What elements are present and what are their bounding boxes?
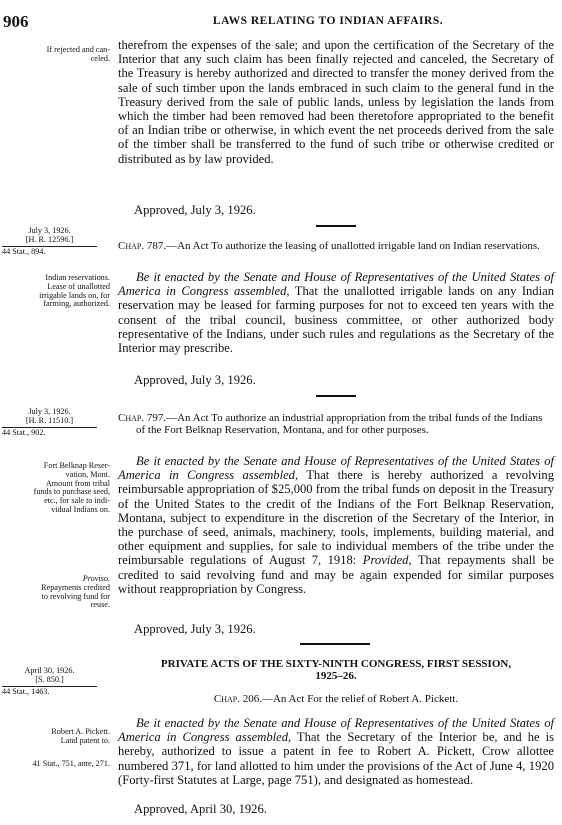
margin-note-line: 41 Stat., 751, ante, 271. [32, 759, 110, 768]
chapter-787-title [118, 240, 554, 252]
chapter-title: —An Act To authorize an industrial appropriation from the tribal funds of the Indians of the Fort Belknap Reservation, Montana, and for other purposes. [136, 412, 543, 437]
private-acts-heading [118, 658, 554, 683]
margin-note-line: vation, Mont. [65, 469, 110, 479]
paragraph: therefrom the expenses of the sale; and upon the certification of the Secretary of the Interior that any such claim has been finally rejected and canceled, the Secretary of the Treasury is hereby authorized and directed to transfer the money derived from the sale of such timber upon the lands embraced in such claim to the general fund in the Treasury derived from the sale of public lands, unless by legislation the lands from which the timber had been removed had been theretofore appropriated to the benefit of an Indian tribe or otherwise, in which event the net proceeds derived from the sale of the timber shall be transferred to the fund of such tribe or otherwise credited or distributed as by law provided. [118, 38, 554, 166]
approved-line: Approved, July 3, 1926. [134, 373, 256, 387]
section-divider [316, 225, 356, 227]
paragraph: That the Secretary of the Interior be, and he is hereby, authorized to issue a patent in fee to Robert A. Pickett, Crow allottee numbered 371, for land allotted to him under the provisions of the Act of June 4, 1920 (Forty-first Statutes at Large, page 751), and designated as homestead. [118, 730, 554, 787]
margin-note-line: celed. [90, 53, 110, 63]
margin-note-rejected [2, 46, 110, 64]
chapter-title: —An Act To authorize the leasing of unallotted irrigable land on Indian reservations. [166, 240, 540, 252]
divider [2, 246, 97, 247]
approved-line: Approved, July 3, 1926. [134, 622, 256, 636]
margin-note-line: Proviso. [82, 574, 110, 583]
bill-info-797 [2, 408, 97, 437]
running-title: LAWS RELATING TO INDIAN AFFAIRS. [212, 15, 444, 27]
margin-note-line: etc., for sale to indi- [44, 496, 110, 506]
margin-note-line: Amount from tribal [45, 478, 110, 488]
margin-note-line: Lease of unallotted [47, 281, 110, 291]
heading-line: 1925–26. [315, 670, 357, 683]
section-4-text [118, 716, 554, 787]
section-divider [316, 395, 356, 397]
page-header [0, 12, 562, 34]
chapter-label: Chap. 206. [213, 693, 262, 705]
margin-note-line: Land patent to. [60, 735, 110, 745]
enacting-clause: Be it enacted by the Senate and House of Representatives of the United States of America in Congress assembled, [118, 270, 554, 299]
paragraph: That repayments shall be credited to said revolving fund and may be again expended for similar purposes without reappropriation by Congress. [118, 553, 555, 596]
enacting-clause: Be it enacted by the Senate and House of Representatives of the United States of America in Congress assembled, [118, 716, 554, 745]
chapter-label: Chap. 797. [118, 412, 167, 424]
margin-note-fort-belknap [2, 462, 110, 515]
section-1-text [118, 38, 554, 166]
section-2-text [118, 270, 554, 355]
paragraph: That the unallotted irrigable lands on any Indian reservation may be leased for farming purposes for not to exceed ten years with the consent of the tribal council, business committee, or other authorized body representative of the Indians, under such rules and regulations as the Secretary of the Interior may prescribe. [118, 284, 554, 356]
margin-note-line: Repayments credited [41, 582, 110, 592]
margin-note-line: If rejected and can- [46, 45, 110, 54]
stat-reference: 44 Stat., 894. [2, 246, 46, 256]
bill-number: [H. R. 12596.] [25, 234, 74, 244]
bill-info-206 [2, 667, 97, 696]
margin-note-statute [2, 760, 110, 769]
margin-note-line: irrigable lands on, for [39, 290, 110, 300]
bill-number: [S. 850.] [35, 674, 64, 684]
enacting-clause: Be it enacted by the Senate and House of Representatives of the United States of America in Congress assembled, [118, 454, 554, 483]
divider [2, 427, 97, 428]
margin-note-pickett [2, 728, 110, 746]
margin-note-line: Robert A. Pickett. [51, 727, 110, 736]
margin-note-line: vidual Indians on. [51, 504, 110, 514]
section-3-text [118, 454, 554, 596]
approved-line: Approved, April 30, 1926. [134, 802, 267, 816]
bill-number: [H. R. 11510.] [25, 415, 74, 425]
margin-note-line: to revolving fund for [41, 591, 110, 601]
proviso-word: Provided, [362, 553, 412, 568]
bill-date: July 3, 1926. [28, 226, 71, 235]
margin-note-line: Fort Belknap Reser- [43, 461, 110, 470]
margin-note-line: reuse. [90, 600, 110, 610]
chapter-206-title [118, 693, 554, 705]
margin-note-indian-reservations [2, 274, 110, 309]
bill-info-787 [2, 227, 97, 256]
margin-note-line: Indian reservations. [45, 273, 110, 282]
margin-note-line: farming, authorized. [43, 299, 110, 309]
margin-note-line: funds to purchase seed, [33, 487, 110, 497]
section-divider [300, 643, 370, 645]
bill-date: July 3, 1926. [28, 407, 71, 416]
chapter-label: Chap. 787. [118, 240, 167, 252]
page-number: 906 [3, 12, 29, 31]
heading-line: PRIVATE ACTS OF THE SIXTY-NINTH CONGRESS, FIRST SESSION, [160, 658, 512, 670]
chapter-797-title [118, 412, 554, 437]
approved-line: Approved, July 3, 1926. [134, 203, 256, 217]
divider [2, 686, 97, 687]
stat-reference: 44 Stat., 902. [2, 427, 46, 437]
bill-date: April 30, 1926. [24, 666, 75, 675]
chapter-title: —An Act For the relief of Robert A. Pickett. [261, 693, 459, 705]
paragraph: That there is hereby authorized a revolving reimbursable appropriation of $25,000 from the tribal funds on deposit in the Treasury of the United States to the credit of the Indians of the Fort Belknap Reservation, Montana, subject to expenditure in the discretion of the Secretary of the Interior, in the purchase of seed, animals, machinery, tools, implements, building material, and other equipment and supplies, for sale to individual members of the tribe under the reimbursable regulations of August 7, 1918: [118, 468, 554, 568]
margin-note-proviso [2, 575, 110, 610]
stat-reference: 44 Stat., 1463. [2, 686, 50, 696]
